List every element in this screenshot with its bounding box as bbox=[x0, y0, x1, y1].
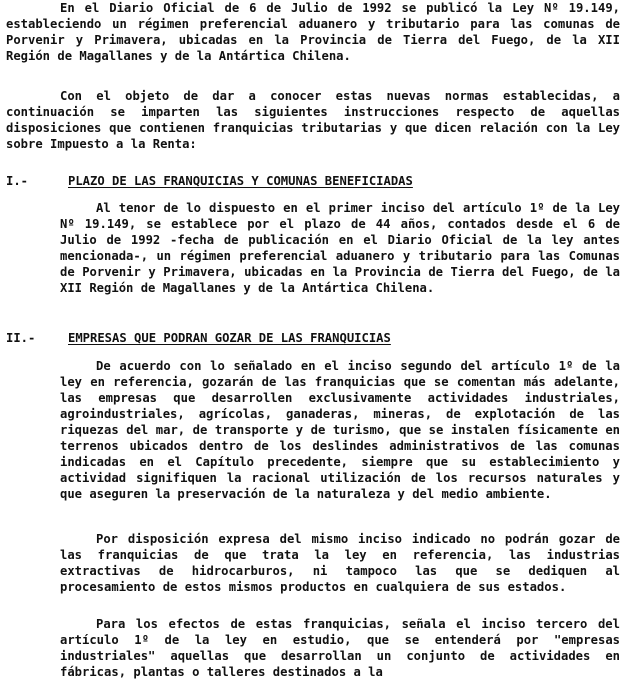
section-2-paragraph-1: De acuerdo con lo señalado en el inciso segundo del artículo 1º de la ley en referencia, gozarán de las franquicias que se comentan más adelante, las empresas que desarrollen exclusivamente actividades industriales, agroindustriales, agrícolas, ganaderas, mineras, de explotación de las riquezas del mar, de transporte y de turismo, que se instalen físicamente en terrenos ubicados dentro de los deslindes administrativos de las comunas indicadas en el Capítulo precedente, siempre que su establecimiento y actividad signifiquen la racional utilización de los recursos naturales y que aseguren la preservación de la naturaleza y del medio ambiente. bbox=[60, 359, 620, 501]
section-heading-1 bbox=[6, 173, 413, 189]
intro-paragraph-2: Con el objeto de dar a conocer estas nuevas normas establecidas, a continuación se imparten las siguientes instrucciones respecto de aquellas disposiciones que contienen franquicias tributarias y que dicen relación con la Ley sobre Impuesto a la Renta: bbox=[6, 89, 620, 151]
section-1-paragraph-1: Al tenor de lo dispuesto en el primer inciso del artículo 1º de la Ley Nº 19.149, se establece por el plazo de 44 años, contados desde el 6 de Julio de 1992 -fecha de publicación en el Diario Oficial de la ley antes mencionada-, un régimen preferencial aduanero y tributario para las Comunas de Porvenir y Primavera, ubicadas en la Provincia de Tierra del Fuego, de la XII Región de Magallanes y de la Antártica Chilena. bbox=[60, 201, 620, 295]
section-2-paragraph-3: Para los efectos de estas franquicias, señala el inciso tercero del artículo 1º de la ley en estudio, que se entenderá por "empresas industriales" aquellas que desarrollan un conjunto de actividades en fábricas, plantas o talleres destinados a la bbox=[60, 617, 620, 679]
section-number: I.- bbox=[6, 174, 29, 188]
section-heading-2 bbox=[6, 330, 391, 346]
section-2-paragraph-2: Por disposición expresa del mismo inciso indicado no podrán gozar de las franquicias de que trata la ley en referencia, las industrias extractivas de hidrocarburos, ni tampoco las que se dediquen al procesamiento de estos mismos productos en cualquiera de sus estados. bbox=[60, 532, 620, 594]
section-number: II.- bbox=[6, 331, 36, 345]
section-title: EMPRESAS QUE PODRAN GOZAR DE LAS FRANQUICIAS bbox=[68, 331, 391, 345]
intro-paragraph-1: En el Diario Oficial de 6 de Julio de 1992 se publicó la Ley Nº 19.149, estableciendo un régimen preferencial aduanero y tributario para las comunas de Porvenir y Primavera, ubicadas en la Provincia de Tierra del Fuego, de la XII Región de Magallanes y de la Antártica Chilena. bbox=[6, 1, 620, 63]
section-title: PLAZO DE LAS FRANQUICIAS Y COMUNAS BENEFICIADAS bbox=[68, 174, 413, 188]
